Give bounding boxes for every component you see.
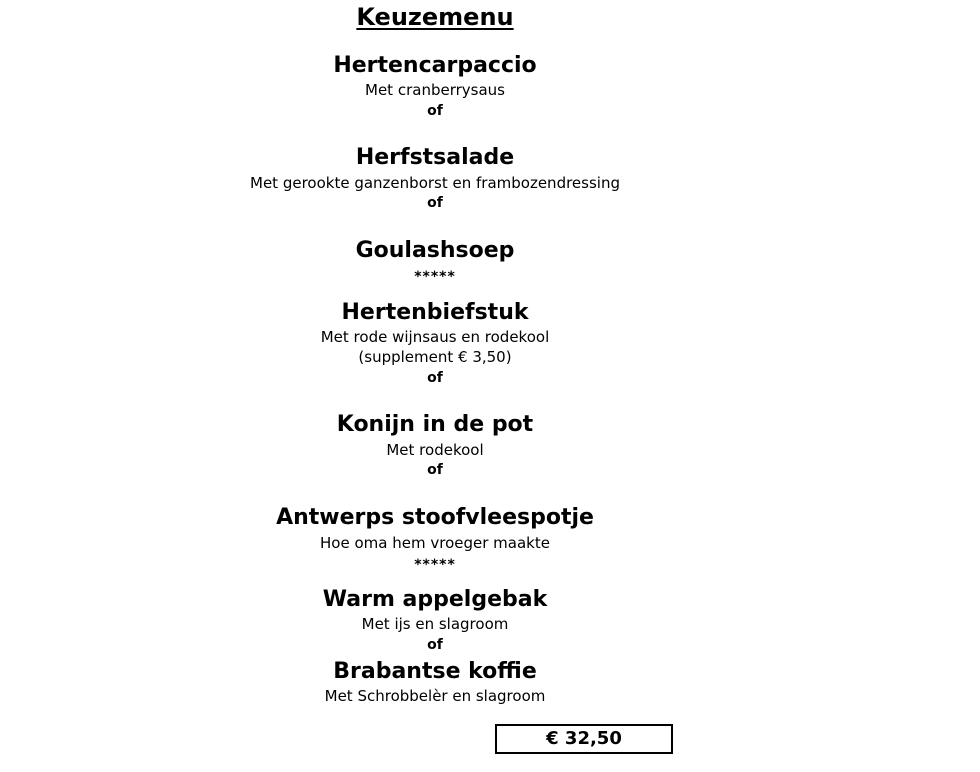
or-separator: of	[427, 195, 443, 211]
dish-description: Met ijs en slagroom	[361, 615, 509, 633]
dish-description: Met rodekool	[386, 441, 484, 459]
or-separator: of	[427, 103, 443, 119]
dish-name: Goulashsoep	[355, 238, 515, 263]
course-divider: *****	[414, 269, 456, 285]
dish-name: Herfstsalade	[355, 145, 515, 170]
dish-name: Konijn in de pot	[336, 412, 534, 437]
or-separator: of	[427, 637, 443, 653]
dish-name: Brabantse koffie	[333, 659, 537, 684]
dish-name: Warm appelgebak	[322, 587, 548, 612]
dish-name: Antwerps stoofvleespotje	[276, 505, 594, 530]
or-separator: of	[427, 462, 443, 478]
dish-description: Met gerookte ganzenborst en frambozendressing	[250, 174, 620, 192]
dish-description: Met rode wijnsaus en rodekool	[320, 328, 550, 346]
dish-supplement: (supplement € 3,50)	[358, 348, 512, 366]
dish-name: Hertenbiefstuk	[341, 300, 529, 325]
course-divider: *****	[414, 557, 456, 573]
menu-price: € 32,50	[495, 724, 673, 754]
dish-description: Met Schrobbelèr en slagroom	[324, 687, 546, 705]
dish-description: Hoe oma hem vroeger maakte	[320, 534, 550, 552]
dish-name: Hertencarpaccio	[333, 53, 537, 78]
or-separator: of	[427, 370, 443, 386]
dish-description: Met cranberrysaus	[365, 81, 505, 99]
menu-title: Keuzemenu	[356, 3, 514, 31]
